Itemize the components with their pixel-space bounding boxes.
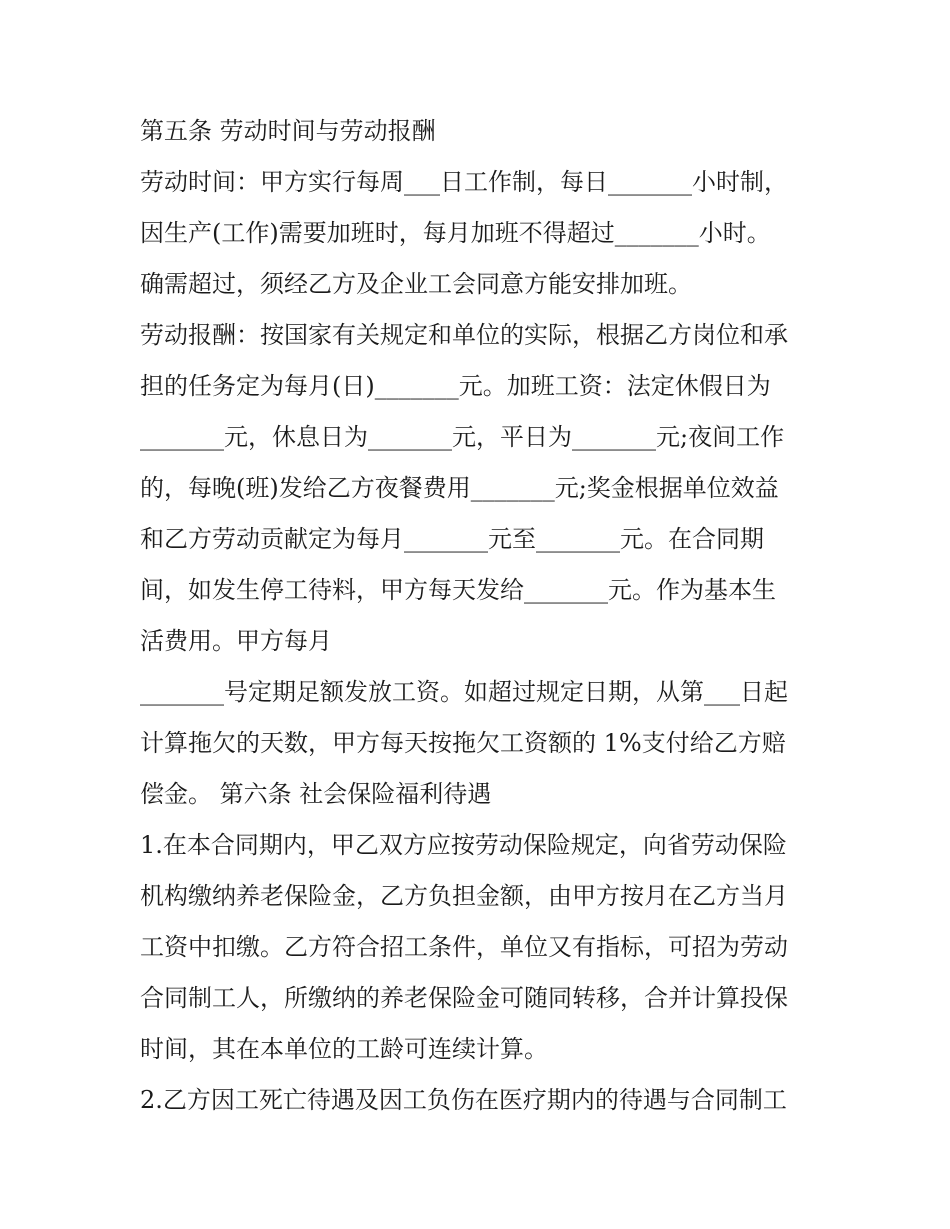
text-line: 间，如发生停工待料，甲方每天发给_______元。作为基本生 [140, 576, 776, 604]
text-line: 机构缴纳养老保险金，乙方负担金额，由甲方按月在乙方当月 [140, 882, 788, 910]
text-line: _______元，休息日为_______元，平日为_______元;夜间工作 [140, 423, 785, 451]
text-line: 计算拖欠的天数，甲方每天按拖欠工资额的 1%支付给乙方赔 [140, 729, 786, 757]
text-line: 1.在本合同期内，甲乙双方应按劳动保险规定，向省劳动保险 [140, 831, 787, 859]
text-line: 的，每晚(班)发给乙方夜餐费用_______元;奖金根据单位效益 [140, 474, 779, 502]
text-line: _______号定期足额发放工资。如超过规定日期，从第___日起 [140, 678, 788, 706]
text-line: 确需超过，须经乙方及企业工会同意方能安排加班。 [140, 270, 692, 298]
text-line: 因生产(工作)需要加班时，每月加班不得超过_______小时。 [140, 219, 771, 247]
text-line: 和乙方劳动贡献定为每月_______元至_______元。在合同期 [140, 525, 764, 553]
section-heading-5: 第五条 劳动时间与劳动报酬 [140, 117, 436, 145]
text-line: 时间，其在本单位的工龄可连续计算。 [140, 1035, 548, 1063]
text-line: 2.乙方因工死亡待遇及因工负伤在医疗期内的待遇与合同制工 [140, 1086, 787, 1114]
text-line-section-heading-6: 偿金。 第六条 社会保险福利待遇 [140, 780, 492, 808]
text-line: 合同制工人，所缴纳的养老保险金可随同转移，合并计算投保 [140, 984, 788, 1012]
text-line: 劳动报酬：按国家有关规定和单位的实际，根据乙方岗位和承 [140, 321, 788, 349]
text-line: 担的任务定为每月(日)_______元。加班工资：法定休假日为 [140, 372, 771, 400]
text-line: 劳动时间：甲方实行每周___日工作制，每日_______小时制， [140, 168, 788, 196]
document-body [140, 106, 820, 1126]
text-line: 活费用。甲方每月 [140, 627, 332, 655]
text-line: 工资中扣缴。乙方符合招工条件，单位又有指标，可招为劳动 [140, 933, 788, 961]
